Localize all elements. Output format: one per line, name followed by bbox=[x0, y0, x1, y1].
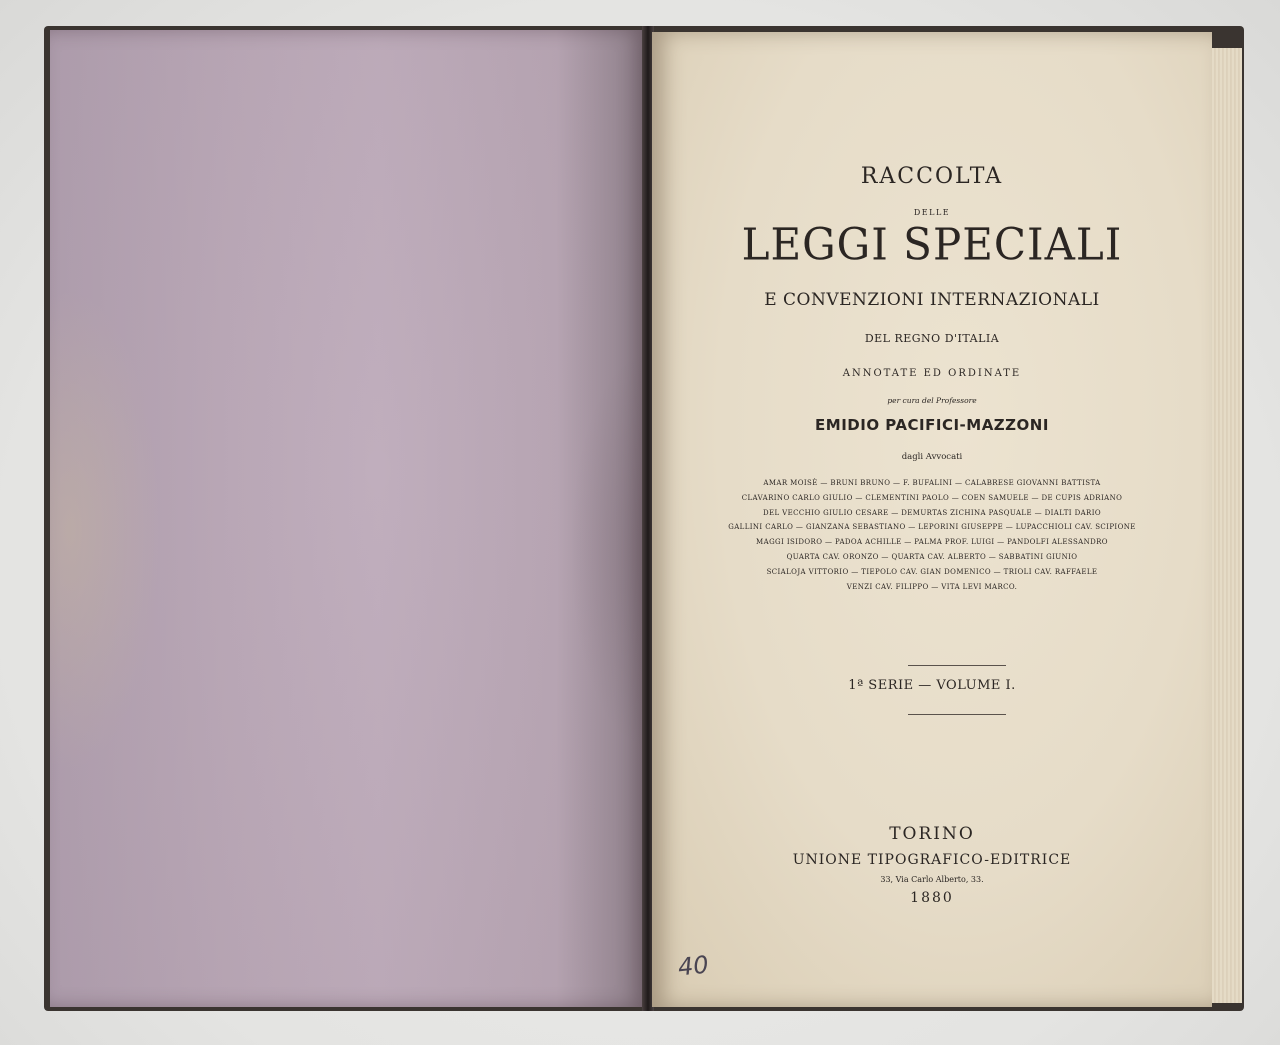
annotate-line: ANNOTATE ED ORDINATE bbox=[842, 368, 1022, 379]
raccolta-heading: RACCOLTA bbox=[860, 164, 1004, 189]
regno-line: DEL REGNO D'ITALIA bbox=[864, 332, 1000, 345]
lawyers-line: GALLINI CARLO — GIANZANA SEBASTIANO — LEPORINI GIUSEPPE — LUPACCHIOLI CAV. SCIPIONE bbox=[728, 523, 1136, 532]
lawyers-line: QUARTA CAV. ORONZO — QUARTA CAV. ALBERTO — SABBATINI GIUNIO bbox=[786, 552, 1078, 561]
left-endpaper bbox=[50, 30, 646, 1007]
lawyers-line: AMAR MOISÈ — BRUNI BRUNO — F. BUFALINI — CALABRESE GIOVANNI BATTISTA bbox=[763, 479, 1101, 487]
lawyers-line: SCIALOJA VITTORIO — TIEPOLO CAV. GIAN DOMENICO — TRIOLI CAV. RAFFAELE bbox=[766, 567, 1098, 576]
publication-year: 1880 bbox=[910, 890, 954, 906]
series-volume: 1ª SERIE — VOLUME I. bbox=[848, 678, 1016, 693]
lawyers-list bbox=[652, 476, 1212, 594]
divider-bottom bbox=[908, 714, 1006, 715]
lawyers-line: CLAVARINO CARLO GIULIO — CLEMENTINI PAOLO — COEN SAMUELE — DE CUPIS ADRIANO bbox=[741, 493, 1123, 502]
book-spread bbox=[44, 26, 1244, 1011]
title-text-block bbox=[652, 32, 1212, 1007]
lawyers-line: VENZI CAV. FILIPPO — VITA LEVI MARCO. bbox=[846, 582, 1018, 591]
page-edges bbox=[1212, 48, 1242, 1003]
lawyers-line: DEL VECCHIO GIULIO CESARE — DEMURTAS ZICHINA PASQUALE — DIALTI DARIO bbox=[762, 508, 1102, 517]
city: TORINO bbox=[889, 824, 975, 844]
avvocati-intro: dagli Avvocati bbox=[901, 452, 963, 462]
publisher-address: 33, Via Carlo Alberto, 33. bbox=[880, 875, 984, 884]
endpaper-stain bbox=[50, 30, 646, 1007]
handwritten-number: 40 bbox=[676, 950, 710, 982]
subtitle: E CONVENZIONI INTERNAZIONALI bbox=[764, 290, 1100, 310]
lawyers-line: MAGGI ISIDORO — PADOA ACHILLE — PALMA PROF. LUIGI — PANDOLFI ALESSANDRO bbox=[756, 538, 1108, 547]
divider-top bbox=[908, 665, 1006, 666]
author-name: EMIDIO PACIFICI-MAZZONI bbox=[815, 416, 1049, 434]
publisher: UNIONE TIPOGRAFICO-EDITRICE bbox=[792, 852, 1072, 868]
delle-word: DELLE bbox=[913, 208, 951, 217]
main-title: LEGGI SPECIALI bbox=[741, 218, 1123, 271]
per-cura-line: per cura del Professore bbox=[887, 396, 977, 405]
